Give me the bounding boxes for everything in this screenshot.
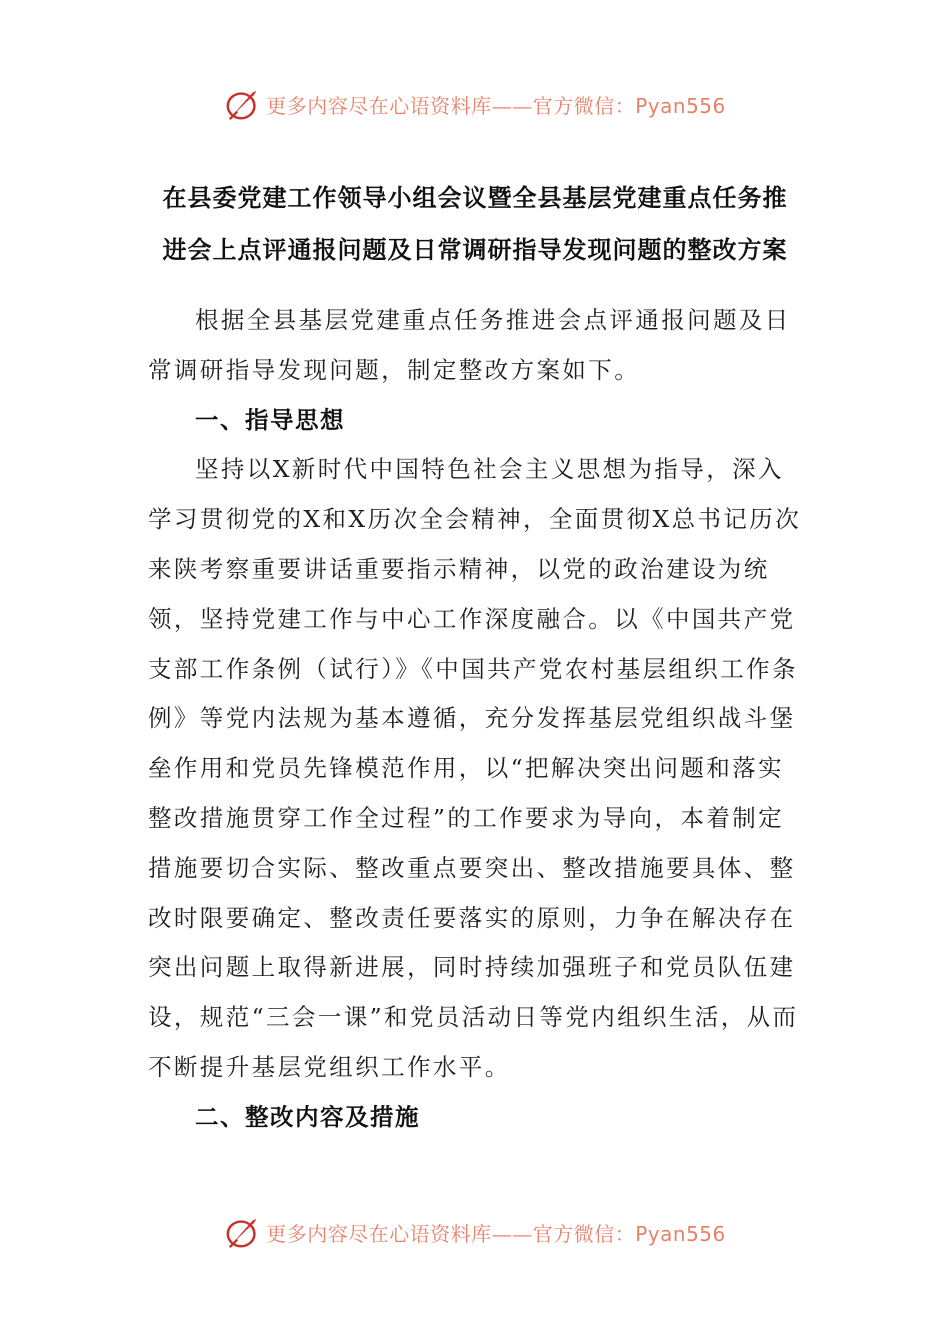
- title-line-2: 进会上点评通报问题及日常调研指导发现问题的整改方案: [162, 235, 788, 264]
- banner-text-cn: 更多内容尽在心语资料库——官方微信：: [266, 1221, 636, 1246]
- section-1-heading: 一、指导思想: [195, 405, 345, 434]
- footer-banner: [0, 1212, 950, 1252]
- quill-logo-icon: [224, 85, 262, 123]
- intro-paragraph: 根据全县基层党建重点任务推进会点评通报问题及日常调研指导发现问题，制定整改方案如下。: [148, 306, 791, 384]
- section-1-paragraph: 坚持以X新时代中国特色社会主义思想为指导，深入学习贯彻党的X和X历次全会精神，全面贯彻X总书记历次来陕考察重要讲话重要指示精神，以党的政治建设为统领，坚持党建工作与中心工作深度融合。以《中国共产党支部工作条例（试行）》《中国共产党农村基层组织工作条例》等党内法规为基本遵循，充分发挥基层党组织战斗堡垒作用和党员先锋模范作用，以“把解决突出问题和落实整改措施贯穿工作全过程”的工作要求为导向，本着制定措施要切合实际、整改重点要突出、整改措施要具体、整改时限要确定、整改责任要落实的原则，力争在解决存在突出问题上取得新进展，同时持续加强班子和党员队伍建设，规范“三会一课”和党员活动日等党内组织生活，从而不断提升基层党组织工作水平。: [148, 455, 802, 1081]
- title-line-1: 在县委党建工作领导小组会议暨全县基层党建重点任务推: [162, 183, 788, 212]
- banner-wechat-id: Pyan556: [635, 1221, 726, 1246]
- header-banner: [0, 84, 950, 124]
- banner-text-cn: 更多内容尽在心语资料库——官方微信：: [266, 93, 636, 118]
- banner-wechat-id: Pyan556: [635, 93, 726, 118]
- banner-text: [266, 90, 726, 119]
- document-title: [120, 172, 830, 276]
- document-body: [148, 296, 808, 1143]
- section-2-heading: 二、整改内容及措施: [195, 1102, 420, 1131]
- banner-text: [266, 1218, 726, 1247]
- quill-logo-icon: [224, 1213, 262, 1251]
